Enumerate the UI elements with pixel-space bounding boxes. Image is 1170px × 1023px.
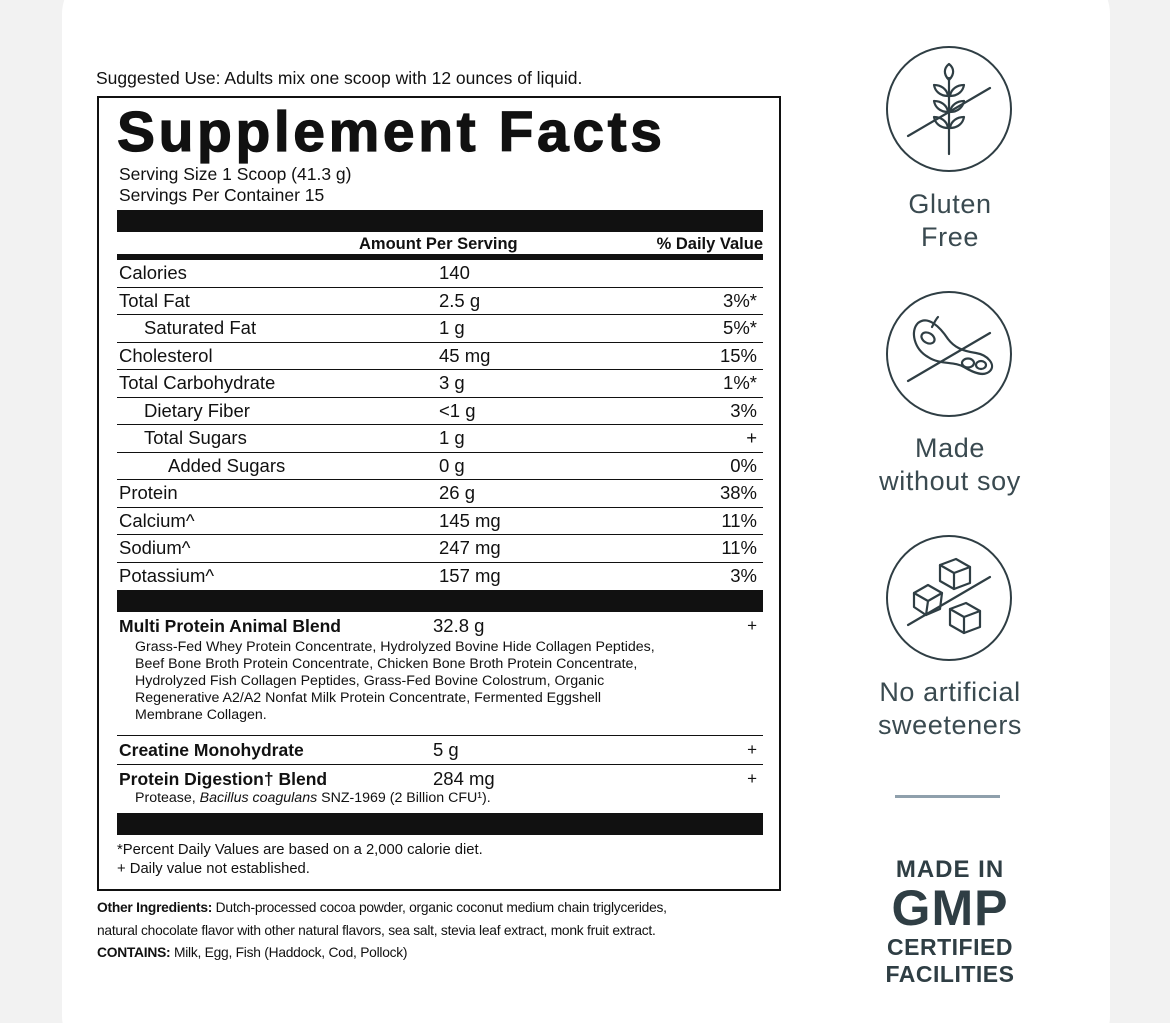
header-daily-value: % Daily Value (656, 235, 763, 253)
blend-row (117, 736, 763, 765)
nutrient-dv: 11% (721, 537, 757, 558)
section-divider (895, 795, 1000, 798)
blend-dv: + (747, 769, 757, 788)
nutrient-row (117, 508, 763, 536)
thick-divider (117, 813, 763, 835)
nutrient-row (117, 563, 763, 591)
nutrient-row (117, 343, 763, 371)
nutrient-amount: 3 g (439, 372, 465, 393)
nutrient-dv: 0% (730, 454, 757, 476)
nutrient-name: Potassium^ (119, 564, 215, 586)
nutrient-name: Dietary Fiber (144, 399, 250, 421)
nutrient-dv: 11% (721, 509, 757, 531)
header-amount: Amount Per Serving (359, 235, 518, 253)
thick-divider (117, 590, 763, 612)
blend-description-line: Grass-Fed Whey Protein Concentrate, Hydrolyzed Bovine Hide Collagen Peptides, (135, 639, 655, 655)
footnotes (117, 841, 763, 879)
blend-name: Multi Protein Animal Blend (119, 616, 341, 636)
nutrient-name: Cholesterol (119, 344, 213, 366)
nutrient-dv: 3% (730, 399, 757, 421)
nutrient-amount: 45 mg (439, 344, 491, 366)
nutrient-amount: 2.5 g (439, 289, 481, 311)
gmp-certified: CERTIFIED (887, 934, 1013, 960)
badge-label-line: Gluten (908, 189, 992, 219)
badge-gluten-free (840, 188, 1060, 254)
nutrient-name: Calories (119, 262, 187, 283)
nutrient-amount: 26 g (439, 482, 476, 503)
nutrient-dv: 15% (719, 344, 757, 366)
nutrient-name: Calcium^ (119, 509, 195, 531)
other-ingredients-text: Dutch-processed cocoa powder, organic coconut medium chain triglycerides, (212, 900, 667, 915)
blend-description-text: SNZ-1969 (2 Billion CFU¹). (317, 790, 491, 806)
blend-amount: 5 g (433, 739, 459, 760)
wheat-crossed-icon (886, 46, 1012, 172)
column-header (117, 232, 763, 260)
other-ingredients (97, 896, 797, 964)
other-ingredients-text: natural chocolate flavor with other natural flavors, sea salt, stevia leaf extract, monk fruit extract. (97, 923, 656, 938)
supplement-facts-panel (97, 96, 781, 891)
gmp-logo-text: GMP (891, 880, 1009, 936)
nutrient-name: Added Sugars (168, 454, 286, 476)
blend-dv: + (747, 616, 757, 635)
nutrient-name: Protein (119, 482, 178, 503)
blend-description-text: Protease, (135, 790, 200, 806)
blend-description-italic: Bacillus coagulans (199, 790, 318, 806)
nutrient-name: Saturated Fat (144, 317, 257, 338)
panel-title: Supplement Facts (117, 100, 666, 164)
badge-label-line: sweeteners (877, 710, 1023, 740)
blend-description-line: Beef Bone Broth Protein Concentrate, Chicken Bone Broth Protein Concentrate, (135, 656, 638, 672)
nutrient-amount: 157 mg (439, 564, 501, 586)
sugar-cubes-crossed-icon (886, 535, 1012, 661)
nutrient-row (117, 398, 763, 426)
nutrient-row (117, 288, 763, 316)
badge-made-without-soy (840, 432, 1060, 498)
thick-divider (117, 210, 763, 232)
nutrient-dv: + (746, 427, 757, 448)
nutrient-amount: 1 g (439, 427, 465, 448)
contains-text: Milk, Egg, Fish (Haddock, Cod, Pollock) (170, 945, 408, 960)
blend-amount: 284 mg (433, 768, 495, 789)
nutrient-row (117, 370, 763, 398)
gmp-made-in: MADE IN (895, 856, 1005, 883)
nutrient-row (117, 535, 763, 563)
blend-description (135, 790, 491, 807)
suggested-use: Suggested Use: Adults mix one scoop with 12 ounces of liquid. (96, 68, 583, 88)
footnote-not-established: + Daily value not established. (117, 861, 310, 877)
blend-name: Protein Digestion† Blend (119, 769, 328, 789)
blend-row (117, 765, 763, 813)
nutrient-row (117, 480, 763, 508)
nutrient-name: Sodium^ (119, 537, 191, 558)
badge-label-line: Made (915, 433, 985, 463)
nutrient-amount: 247 mg (439, 537, 501, 558)
badge-label-line: No artificial (879, 677, 1021, 707)
nutrient-dv: 5%* (723, 317, 757, 338)
badge-label-line: without soy (879, 466, 1021, 496)
nutrient-amount: <1 g (439, 399, 476, 421)
nutrient-name: Total Fat (119, 289, 190, 311)
badge-no-artificial-sweeteners (840, 676, 1060, 742)
footnote-daily-values: *Percent Daily Values are based on a 2,000 calorie diet. (117, 842, 483, 858)
blend-description-line: Membrane Collagen. (135, 707, 267, 723)
nutrient-amount: 1 g (439, 317, 465, 338)
blend-row (117, 612, 763, 736)
soybean-crossed-icon (886, 291, 1012, 417)
blend-description (135, 639, 655, 724)
blend-dv: + (747, 740, 757, 759)
servings-per-container: Servings Per Container 15 (119, 185, 325, 205)
blend-name: Creatine Monohydrate (119, 740, 304, 760)
nutrient-row (117, 315, 763, 343)
nutrient-name: Total Sugars (144, 427, 247, 448)
nutrient-amount: 0 g (439, 454, 465, 476)
nutrient-dv: 3%* (723, 289, 757, 311)
nutrient-dv: 3% (730, 564, 757, 586)
badge-label-line: Free (921, 222, 979, 252)
nutrient-amount: 140 (439, 262, 470, 283)
nutrient-row (117, 260, 763, 288)
nutrient-name: Total Carbohydrate (119, 372, 276, 393)
nutrient-row (117, 453, 763, 481)
contains-label: CONTAINS: (97, 945, 171, 960)
nutrient-dv: 1%* (723, 372, 757, 393)
nutrient-dv: 38% (719, 482, 757, 503)
blend-description-line: Regenerative A2/A2 Nonfat Milk Protein Concentrate, Fermented Eggshell (135, 690, 602, 706)
gmp-facilities: FACILITIES (885, 961, 1015, 987)
nutrient-row (117, 425, 763, 453)
nutrient-amount: 145 mg (439, 509, 501, 531)
serving-size: Serving Size 1 Scoop (41.3 g) (119, 164, 352, 184)
other-ingredients-label: Other Ingredients: (97, 900, 213, 915)
blend-description-line: Hydrolyzed Fish Collagen Peptides, Grass-Fed Bovine Colostrum, Organic (135, 673, 605, 689)
blend-amount: 32.8 g (433, 615, 485, 636)
